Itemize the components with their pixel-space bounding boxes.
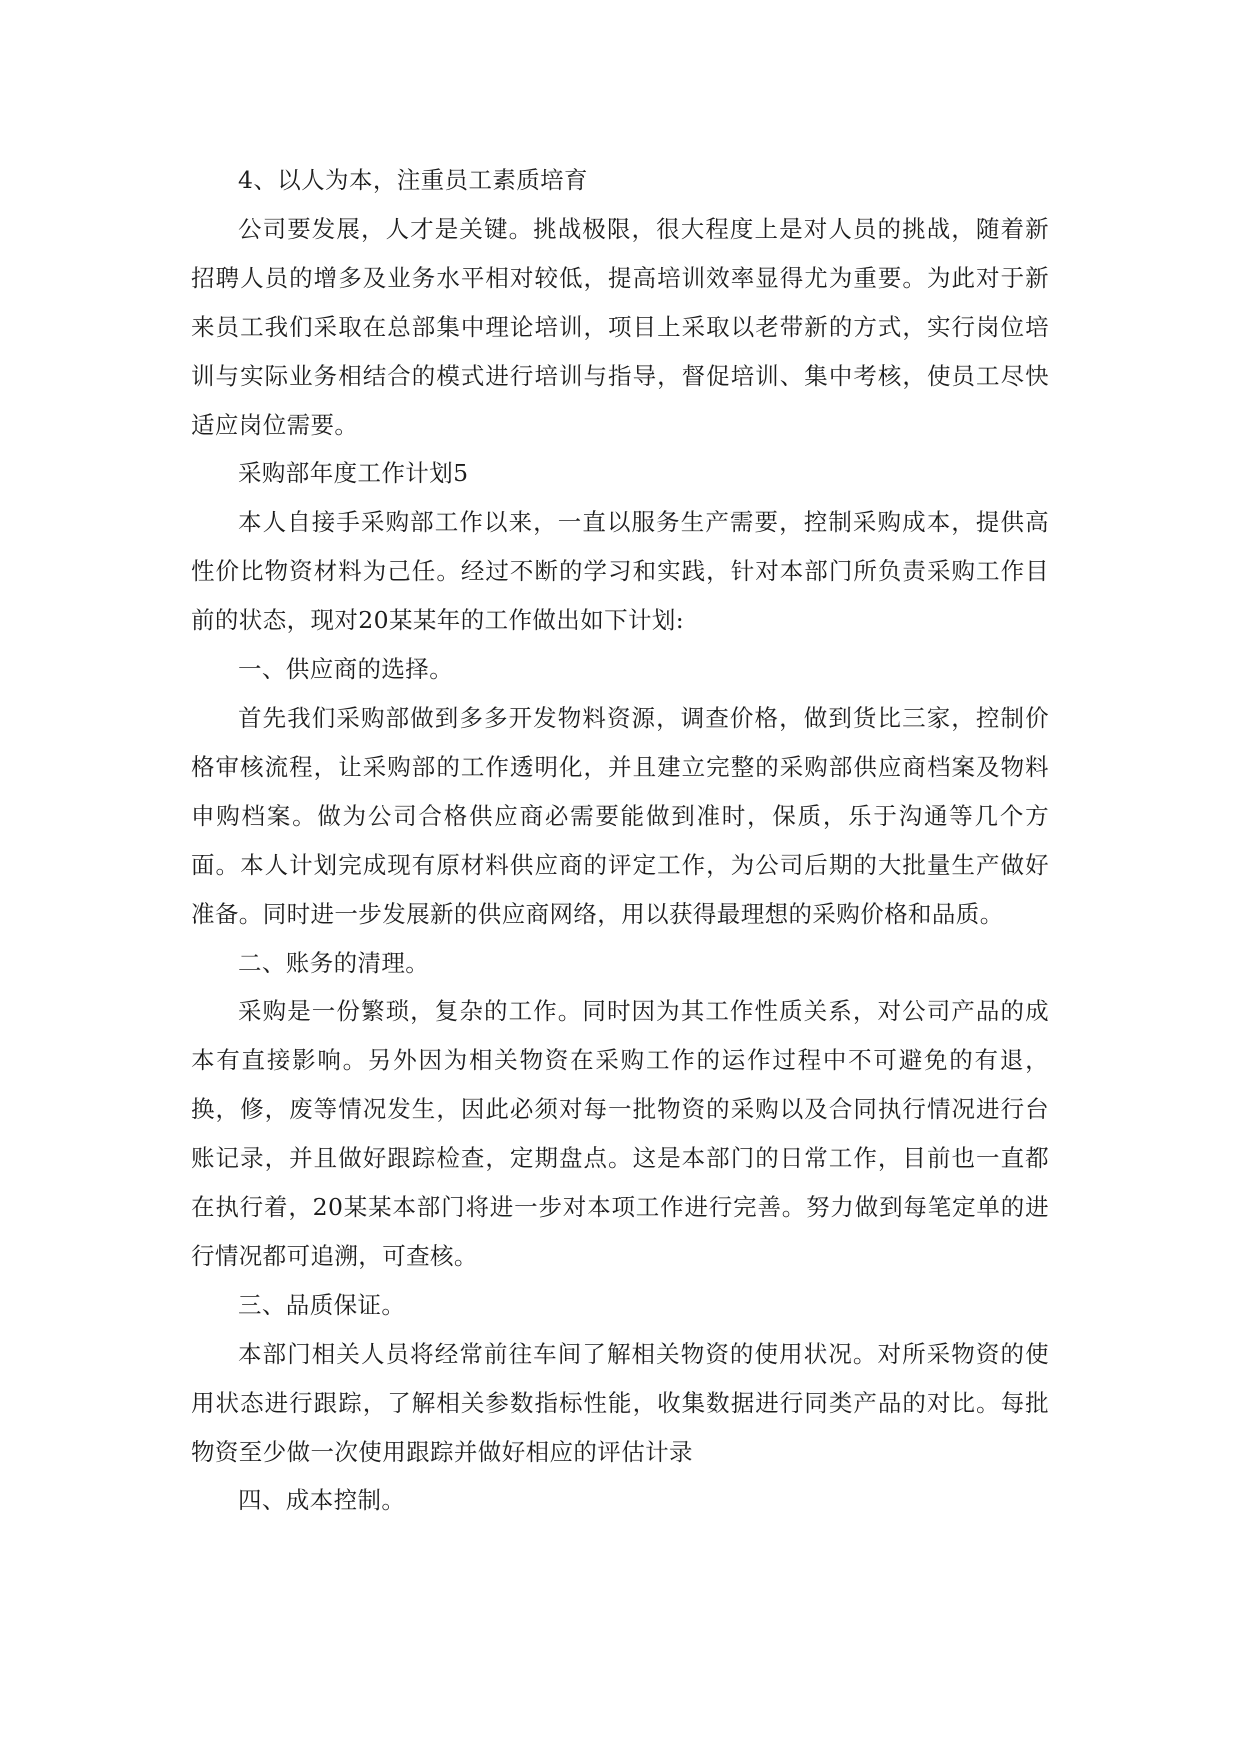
paragraph-quality-assurance: 本部门相关人员将经常前往车间了解相关物资的使用状况。对所采物资的使用状态进行跟踪，了解相关参数指标性能，收集数据进行同类产品的对比。每批物资至少做一次使用跟踪并做好相应的评估计录: [191, 1339, 1049, 1466]
heading-accounts-clearing: 二、账务的清理。: [238, 948, 430, 977]
heading-cost-control: 四、成本控制。: [238, 1486, 406, 1515]
heading-supplier-selection: 一、供应商的选择。: [238, 655, 454, 684]
section-title-plan-5: 采购部年度工作计划5: [238, 459, 469, 488]
paragraph-intro: 本人自接手采购部工作以来，一直以服务生产需要，控制采购成本，提供高性价比物资材料为己任。经过不断的学习和实践，针对本部门所负责采购工作目前的状态，现对20某某年的工作做出如下计划:: [191, 508, 1049, 635]
paragraph-accounts-clearing: 采购是一份繁琐，复杂的工作。同时因为其工作性质关系，对公司产品的成本有直接影响。另外因为相关物资在采购工作的运作过程中不可避免的有退，换，修，废等情况发生，因此必须对每一批物资的采购以及合同执行情况进行台账记录，并且做好跟踪检查，定期盘点。这是本部门的日常工作，目前也一直都在执行着，20某某本部门将进一步对本项工作进行完善。努力做到每笔定单的进行情况都可追溯，可查核。: [191, 997, 1049, 1270]
document-body: [191, 156, 1049, 1525]
paragraph-talent-training: 公司要发展，人才是关键。挑战极限，很大程度上是对人员的挑战，随着新招聘人员的增多及业务水平相对较低，提高培训效率显得尤为重要。为此对于新来员工我们采取在总部集中理论培训，项目上采取以老带新的方式，实行岗位培训与实际业务相结合的模式进行培训与指导，督促培训、集中考核，使员工尽快适应岗位需要。: [191, 214, 1049, 439]
heading-quality-assurance: 三、品质保证。: [238, 1290, 406, 1319]
heading-4-people-oriented: 4、以人为本，注重员工素质培育: [238, 166, 588, 194]
paragraph-supplier-selection: 首先我们采购部做到多多开发物料资源，调查价格，做到货比三家，控制价格审核流程，让采购部的工作透明化，并且建立完整的采购部供应商档案及物料申购档案。做为公司合格供应商必需要能做到准时，保质，乐于沟通等几个方面。本人计划完成现有原材料供应商的评定工作，为公司后期的大批量生产做好准备。同时进一步发展新的供应商网络，用以获得最理想的采购价格和品质。: [191, 703, 1049, 928]
